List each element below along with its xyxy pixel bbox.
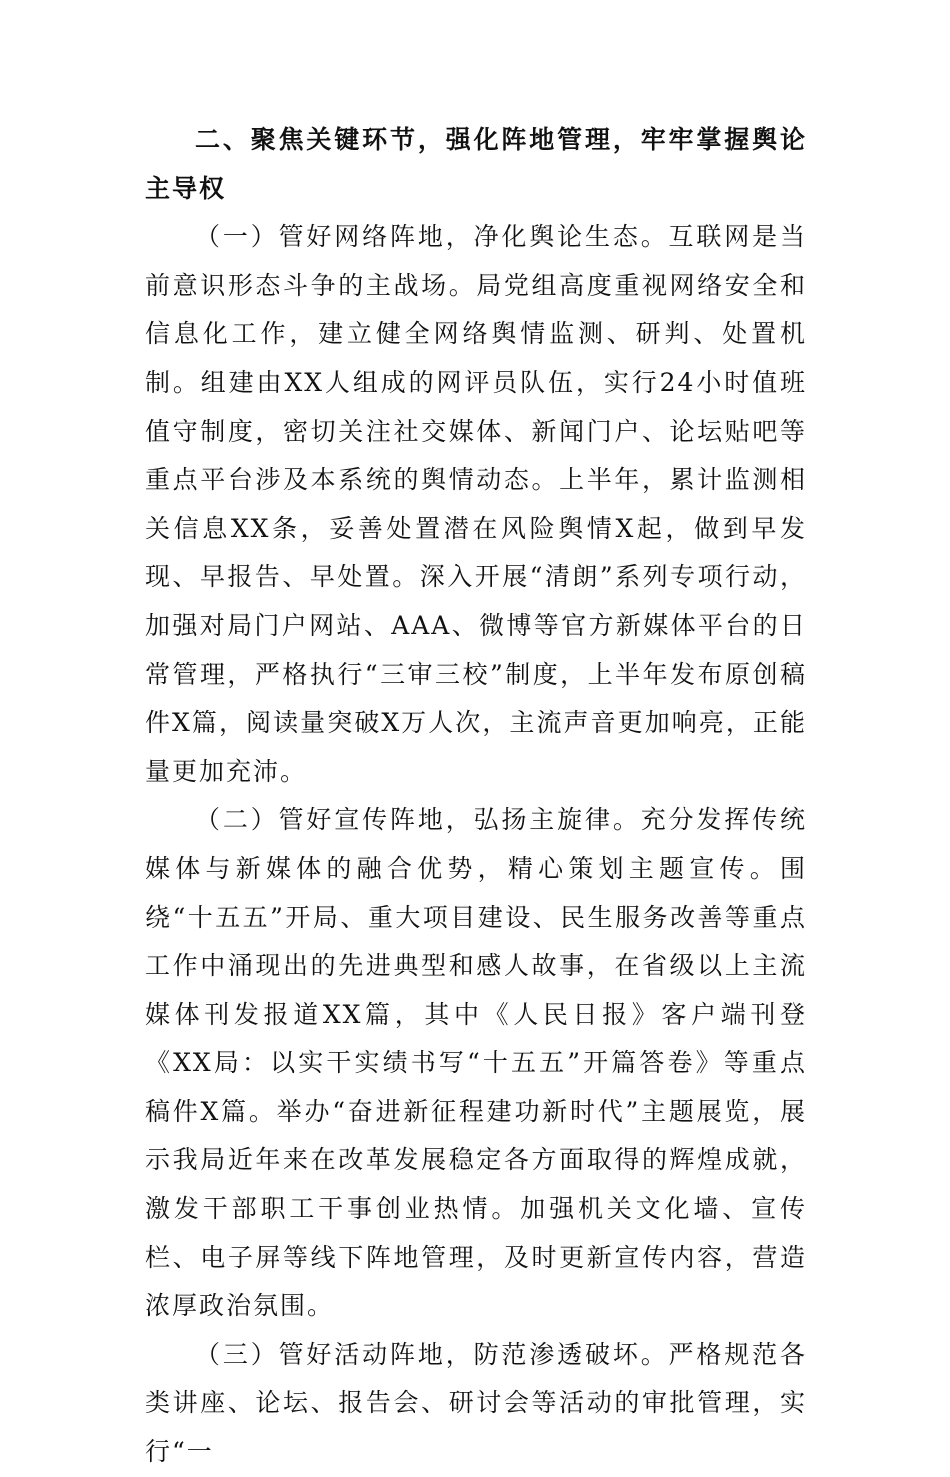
section-heading: 二、聚焦关键环节，强化阵地管理，牢牢掌握舆论主导权 <box>145 125 807 203</box>
paragraph-activity-position: （三）管好活动阵地，防范渗透破坏。严格规范各类讲座、论坛、报告会、研讨会等活动的审批管理，实行“一 <box>145 1339 807 1467</box>
document-body <box>145 116 807 1477</box>
paragraph-network-position: （一）管好网络阵地，净化舆论生态。互联网是当前意识形态斗争的主战场。局党组高度重视网络安全和信息化工作，建立健全网络舆情监测、研判、处置机制。组建由XX人组成的网评员队伍，实行24小时值班值守制度，密切关注社交媒体、新闻门户、论坛贴吧等重点平台涉及本系统的舆情动态。上半年，累计监测相关信息XX条，妥善处置潜在风险舆情X起，做到早发现、早报告、早处置。深入开展“清朗”系列专项行动，加强对局门户网站、AAA、微博等官方新媒体平台的日常管理，严格执行“三审三校”制度，上半年发布原创稿件X篇，阅读量突破X万人次，主流声音更加响亮，正能量更加充沛。 <box>145 222 807 786</box>
paragraph-publicity-position: （二）管好宣传阵地，弘扬主旋律。充分发挥传统媒体与新媒体的融合优势，精心策划主题宣传。围绕“十五五”开局、重大项目建设、民生服务改善等重点工作中涌现出的先进典型和感人故事，在省级以上主流媒体刊发报道XX篇，其中《人民日报》客户端刊登《XX局：以实干实绩书写“十五五”开篇答卷》等重点稿件X篇。举办“奋进新征程建功新时代”主题展览，展示我局近年来在改革发展稳定各方面取得的辉煌成就，激发干部职工干事创业热情。加强机关文化墙、宣传栏、电子屏等线下阵地管理，及时更新宣传内容，营造浓厚政治氛围。 <box>145 805 807 1321</box>
